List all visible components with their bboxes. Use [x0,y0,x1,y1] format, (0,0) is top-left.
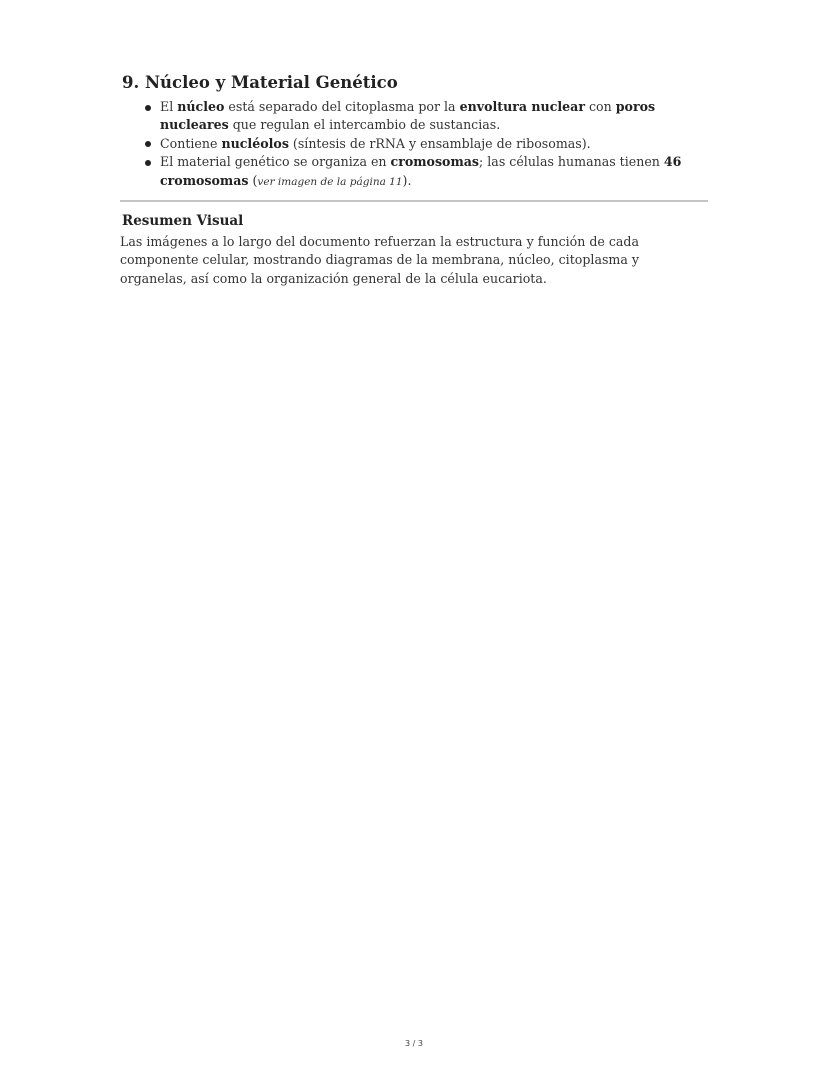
section-title: 9. Núcleo y Material Genético [122,73,398,92]
horizontal-divider [120,200,708,202]
bold-term-pores: poros nucleares [160,99,656,133]
bullet-item-nucleoli [160,135,710,153]
section-nucleus [120,70,710,191]
bullet-text: ). [402,172,412,188]
bullet-item-chromosomes [160,153,710,191]
bullet-text: ( [248,172,258,188]
bold-term-chromosomes: cromosomas [390,154,480,170]
bullet-text: con [584,99,616,114]
bullet-item-envelope [160,98,710,135]
image-reference: ver imagen de la página 11 [257,175,403,188]
bold-term-envelope: envoltura nuclear [459,99,585,114]
bullet-text: está separado del citoplasma por la [224,99,460,114]
bullet-text: (síntesis de rRNA y ensamblaje de ribosomas). [288,135,591,151]
bullet-text: El material genético se organiza en [160,154,391,170]
bullet-text: ; las células humanas tienen [479,154,664,170]
summary-text: Las imágenes a lo largo del documento refuerzan la estructura y función de cada componente celular, mostrando diagramas de la membrana, núcleo, citoplasma y organelas, así como la organización general de la célula eucariota. [120,234,640,286]
bullet-list [120,98,710,191]
summary-title: Resumen Visual [122,213,244,229]
page-number: 3 / 3 [405,1039,423,1048]
bold-term-nucleoli: nucléolos [221,135,289,151]
bullet-text: Contiene [160,135,222,151]
bullet-text: El [160,99,178,114]
bold-term-nucleus: núcleo [177,99,225,114]
bold-term-46-chromosomes: 46 cromosomas [160,154,682,188]
bullet-text: que regulan el intercambio de sustancias. [228,117,501,133]
